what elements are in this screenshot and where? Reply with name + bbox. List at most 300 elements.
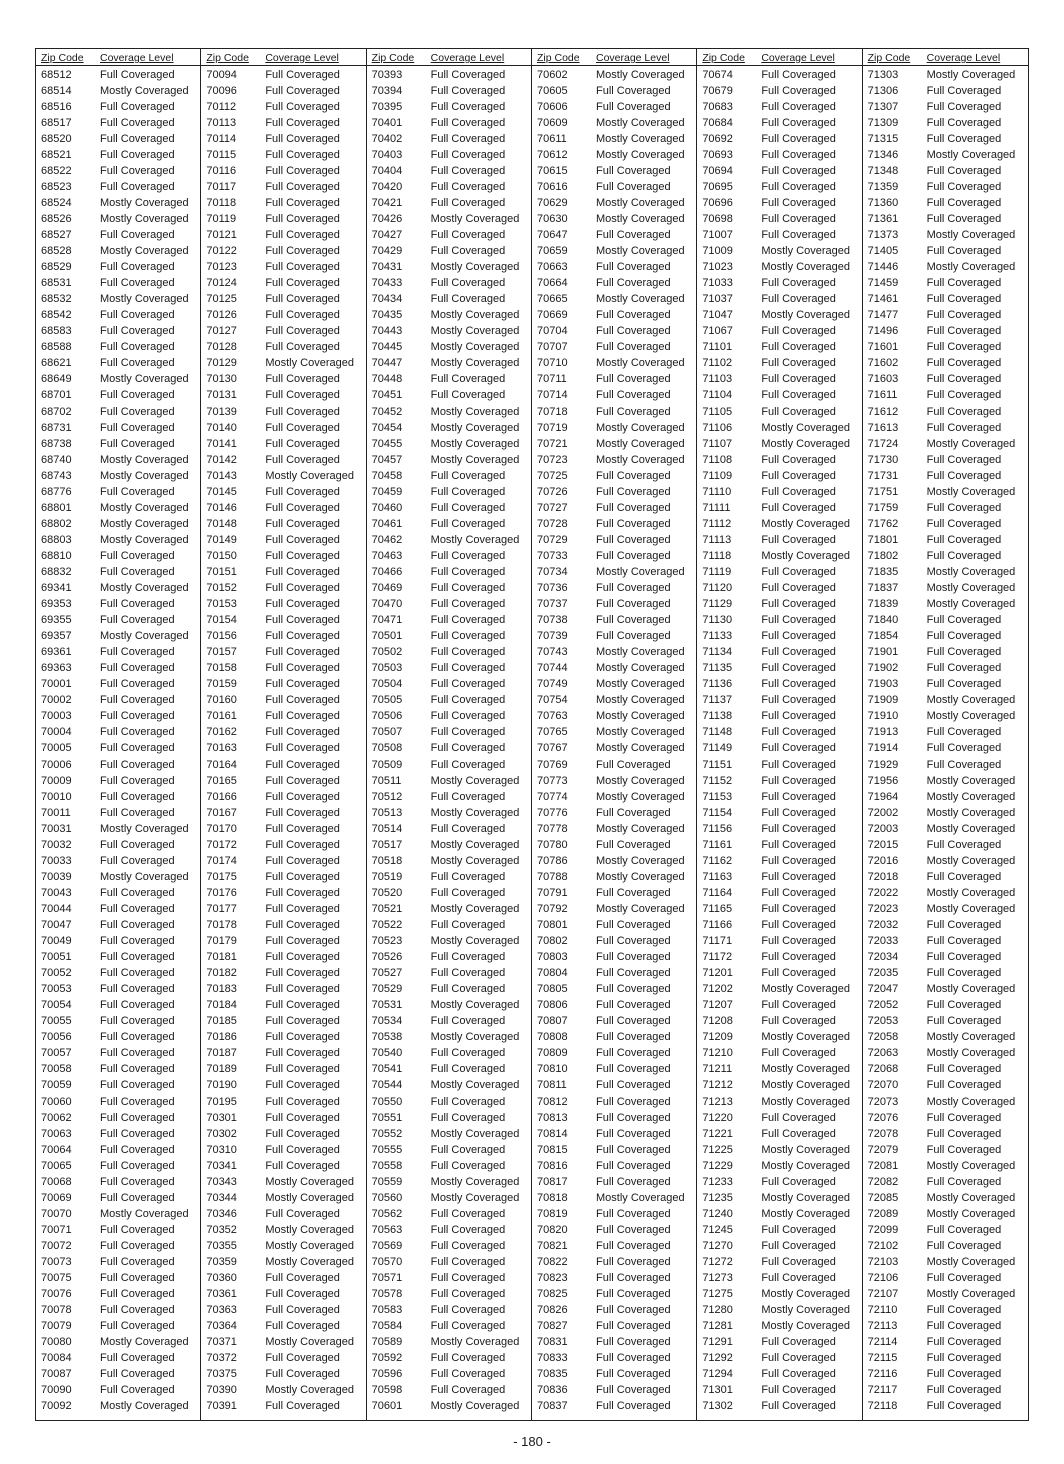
zip-code-cell: 71294 [702, 1368, 733, 1381]
table-row [697, 1367, 861, 1383]
coverage-level-cell: Full Coveraged [926, 294, 1002, 306]
table-row [36, 244, 200, 260]
table-row [863, 950, 1028, 966]
zip-code-cell: 68743 [41, 469, 72, 482]
zip-code-cell: 70538 [371, 1031, 403, 1044]
coverage-level-cell: Full Coveraged [761, 85, 836, 97]
table-row [36, 564, 200, 580]
table-row [367, 1142, 531, 1158]
zip-code-cell: 70403 [371, 148, 403, 161]
coverage-level-cell: Full Coveraged [761, 839, 836, 851]
coverage-level-cell: Full Coveraged [430, 631, 506, 643]
coverage-level-cell: Full Coveraged [430, 1096, 506, 1108]
table-row [532, 244, 696, 260]
table-row [201, 1254, 365, 1270]
zip-code-cell: 70541 [371, 1063, 403, 1076]
zip-code-cell: 71360 [867, 196, 899, 209]
zip-code-cell: 70527 [371, 967, 403, 980]
table-row [201, 276, 365, 292]
coverage-level-cell: Full Coveraged [100, 1000, 175, 1012]
zip-code-cell: 71461 [867, 293, 899, 306]
coverage-level-cell: Full Coveraged [926, 1337, 1002, 1349]
zip-code-cell: 70819 [536, 1207, 568, 1220]
zip-code-cell: 70817 [536, 1175, 568, 1188]
table-row [863, 1046, 1028, 1062]
zip-code-cell: 70544 [371, 1079, 403, 1092]
zip-code-cell: 70122 [206, 245, 237, 258]
table-row [532, 998, 696, 1014]
table-row [201, 1238, 365, 1254]
table-row [36, 163, 200, 179]
zip-code-cell: 71067 [702, 325, 733, 338]
table-row [36, 500, 200, 516]
coverage-level-cell: Full Coveraged [595, 615, 671, 627]
zip-code-cell: 70754 [536, 694, 568, 707]
zip-code-cell: 71153 [702, 790, 733, 803]
zip-code-cell: 70047 [41, 919, 72, 931]
zip-code-cell: 71202 [702, 983, 733, 996]
coverage-level-cell: Full Coveraged [595, 1128, 671, 1140]
zip-code-cell: 71302 [702, 1400, 733, 1413]
zip-code-cell: 71148 [702, 726, 733, 739]
table-row [201, 356, 365, 372]
coverage-level-cell: Full Coveraged [265, 615, 340, 627]
zip-code-cell: 70780 [536, 838, 568, 851]
coverage-level-cell: Full Coveraged [100, 262, 175, 274]
table-row [201, 99, 365, 115]
coverage-level-cell: Full Coveraged [265, 1080, 340, 1092]
zip-code-cell: 68529 [41, 261, 72, 274]
coverage-level-cell: Full Coveraged [265, 1289, 340, 1301]
zip-code-cell: 68701 [41, 389, 72, 402]
table-row [367, 629, 531, 645]
coverage-level-cell: Full Coveraged [100, 566, 175, 578]
table-row [532, 308, 696, 324]
table-row [367, 452, 531, 468]
coverage-level-cell: Full Coveraged [100, 679, 175, 691]
zip-code-cell: 71118 [702, 549, 732, 562]
zip-code-cell: 72116 [867, 1368, 898, 1381]
zip-code-cell: 71280 [702, 1304, 733, 1317]
coverage-level-cell: Mostly Coveraged [761, 1096, 850, 1108]
coverage-level-cell: Full Coveraged [926, 246, 1002, 258]
coverage-level-cell: Full Coveraged [595, 1048, 671, 1060]
table-row [367, 163, 531, 179]
zip-code-cell: 72047 [867, 983, 899, 996]
coverage-level-cell: Full Coveraged [926, 663, 1002, 675]
coverage-level-cell: Full Coveraged [430, 69, 506, 81]
coverage-level-cell: Mostly Coveraged [595, 422, 685, 434]
table-row [367, 1046, 531, 1062]
table-row [863, 227, 1028, 243]
zip-code-cell: 70181 [206, 951, 237, 964]
zip-code-cell: 70189 [206, 1063, 237, 1076]
zip-code-cell: 71913 [867, 726, 899, 739]
coverage-level-cell: Full Coveraged [761, 631, 836, 643]
zip-code-cell: 70072 [41, 1239, 72, 1252]
zip-code-cell: 70420 [371, 180, 403, 193]
table-row [697, 709, 861, 725]
zip-code-cell: 70804 [536, 967, 568, 980]
coverage-level-cell: Mostly Coveraged [430, 1176, 520, 1188]
table-row [201, 532, 365, 548]
coverage-level-cell: Full Coveraged [761, 599, 836, 611]
table-row [36, 1238, 200, 1254]
table-row [367, 179, 531, 195]
table-row [863, 179, 1028, 195]
coverage-level-cell: Full Coveraged [100, 663, 175, 675]
zip-code-cell: 70364 [206, 1320, 237, 1333]
table-row [532, 468, 696, 484]
table-row [697, 404, 861, 420]
zip-code-cell: 71346 [867, 148, 899, 161]
coverage-level-cell: Full Coveraged [926, 1176, 1002, 1188]
coverage-level-cell: Full Coveraged [100, 1321, 175, 1333]
zip-code-header: Zip Code [702, 52, 745, 64]
table-row [201, 1190, 365, 1206]
table-row [36, 324, 200, 340]
table-row [367, 292, 531, 308]
table-row [863, 789, 1028, 805]
coverage-level-cell: Full Coveraged [926, 1224, 1002, 1236]
table-row [532, 1206, 696, 1222]
zip-code-cell: 70076 [41, 1288, 72, 1301]
table-row [532, 260, 696, 276]
table-row [367, 757, 531, 773]
coverage-level-cell: Mostly Coveraged [100, 534, 189, 546]
coverage-level-cell: Full Coveraged [761, 294, 836, 306]
zip-code-cell: 71801 [867, 533, 899, 546]
table-row [697, 1319, 861, 1335]
zip-code-cell: 70504 [371, 678, 403, 691]
table-row [36, 1319, 200, 1335]
zip-code-cell: 70612 [536, 148, 568, 161]
zip-code-cell: 70182 [206, 967, 237, 980]
coverage-level-cell: Full Coveraged [100, 1016, 175, 1028]
coverage-level-cell: Full Coveraged [761, 936, 836, 948]
zip-code-cell: 70616 [536, 180, 568, 193]
coverage-level-cell: Mostly Coveraged [430, 406, 520, 418]
table-row [36, 532, 200, 548]
table-row [201, 1399, 365, 1415]
table-row [201, 131, 365, 147]
zip-code-cell: 68517 [41, 116, 72, 129]
coverage-level-cell: Mostly Coveraged [430, 903, 520, 915]
coverage-level-cell: Full Coveraged [265, 1353, 340, 1365]
zip-code-cell: 70820 [536, 1223, 568, 1236]
coverage-level-cell: Full Coveraged [100, 390, 175, 402]
table-row [697, 1062, 861, 1078]
zip-code-cell: 70002 [41, 694, 72, 707]
zip-code-cell: 70010 [41, 790, 72, 803]
coverage-level-cell: Full Coveraged [926, 181, 1002, 193]
zip-code-cell: 70774 [536, 790, 568, 803]
coverage-level-cell: Full Coveraged [265, 390, 340, 402]
zip-code-cell: 70512 [371, 790, 403, 803]
coverage-level-cell: Mostly Coveraged [761, 1208, 850, 1220]
zip-code-cell: 70555 [371, 1143, 403, 1156]
table-row [697, 1254, 861, 1270]
coverage-level-cell: Full Coveraged [430, 1048, 506, 1060]
table-row [532, 1271, 696, 1287]
coverage-level-cell: Full Coveraged [430, 246, 506, 258]
table-row [532, 1078, 696, 1094]
table-row [532, 1110, 696, 1126]
table-row [697, 67, 861, 83]
table-row [36, 372, 200, 388]
zip-code-cell: 71496 [867, 325, 899, 338]
table-row [36, 1142, 200, 1158]
table-row [367, 982, 531, 998]
zip-code-cell: 72070 [867, 1079, 899, 1092]
zip-code-cell: 72079 [867, 1143, 899, 1156]
zip-code-cell: 70172 [206, 838, 237, 851]
table-row [532, 548, 696, 564]
coverage-level-cell: Full Coveraged [430, 1016, 506, 1028]
zip-code-cell: 70071 [41, 1223, 72, 1236]
zip-code-cell: 70053 [41, 983, 72, 996]
zip-code-cell: 70744 [536, 662, 568, 675]
table-row [863, 1222, 1028, 1238]
coverage-level-cell: Mostly Coveraged [595, 294, 685, 306]
table-row [532, 934, 696, 950]
coverage-level-cell: Full Coveraged [595, 920, 671, 931]
coverage-level-cell: Mostly Coveraged [926, 711, 1016, 723]
coverage-level-cell: Full Coveraged [595, 278, 671, 290]
coverage-level-cell: Mostly Coveraged [926, 855, 1016, 867]
coverage-level-cell: Full Coveraged [430, 486, 506, 498]
table-row [697, 83, 861, 99]
zip-code-cell: 70043 [41, 886, 72, 899]
coverage-level-cell: Full Coveraged [265, 181, 340, 193]
zip-code-cell: 68810 [41, 549, 72, 562]
coverage-level-cell: Full Coveraged [100, 181, 175, 193]
zip-code-cell: 70094 [206, 68, 237, 81]
zip-code-cell: 68702 [41, 405, 72, 418]
coverage-level-cell: Full Coveraged [595, 85, 671, 97]
coverage-level-cell: Full Coveraged [595, 1160, 671, 1172]
table-row [863, 356, 1028, 372]
table-row [863, 1367, 1028, 1383]
table-row [36, 147, 200, 163]
coverage-level-cell: Full Coveraged [265, 1321, 340, 1333]
coverage-level-cell: Full Coveraged [430, 1321, 506, 1333]
table-row [367, 581, 531, 597]
coverage-level-cell: Mostly Coveraged [430, 438, 520, 450]
table-row [201, 420, 365, 436]
table-row [201, 1030, 365, 1046]
zip-code-cell: 70520 [371, 886, 403, 899]
table-row [863, 211, 1028, 227]
coverage-level-cell: Full Coveraged [595, 1032, 671, 1044]
table-row [201, 1078, 365, 1094]
coverage-level-cell: Full Coveraged [265, 502, 340, 514]
table-row [532, 709, 696, 725]
zip-code-cell: 68803 [41, 533, 72, 546]
coverage-level-cell: Mostly Coveraged [595, 438, 685, 450]
table-row [201, 292, 365, 308]
zip-code-cell: 70812 [536, 1095, 568, 1108]
coverage-level-cell: Mostly Coveraged [761, 1080, 850, 1092]
zip-code-cell: 70459 [371, 485, 403, 498]
coverage-level-cell: Mostly Coveraged [595, 855, 685, 867]
table-row [697, 1303, 861, 1319]
coverage-level-cell: Full Coveraged [595, 1369, 671, 1381]
coverage-level-cell: Full Coveraged [100, 743, 175, 755]
table-row [697, 468, 861, 484]
table-row [201, 260, 365, 276]
table-row [863, 869, 1028, 885]
zip-code-cell: 71612 [867, 405, 899, 418]
zip-code-cell: 70355 [206, 1239, 237, 1252]
zip-code-cell: 71281 [702, 1320, 733, 1333]
zip-code-cell: 70141 [206, 437, 237, 450]
coverage-level-cell: Full Coveraged [265, 711, 340, 723]
table-row [367, 821, 531, 837]
zip-code-cell: 71914 [867, 742, 899, 755]
table-row [697, 789, 861, 805]
coverage-level-cell: Mostly Coveraged [430, 422, 520, 434]
table-row [367, 1303, 531, 1319]
table-row [367, 998, 531, 1014]
coverage-level-cell: Full Coveraged [761, 1256, 836, 1268]
table-row [532, 532, 696, 548]
zip-code-cell: 71151 [702, 758, 733, 771]
coverage-level-cell: Full Coveraged [265, 229, 340, 241]
zip-code-cell: 70149 [206, 533, 237, 546]
table-row [201, 661, 365, 677]
table-row [697, 211, 861, 227]
table-row [367, 1271, 531, 1287]
coverage-level-cell: Full Coveraged [595, 486, 671, 498]
zip-code-cell: 70005 [41, 742, 72, 755]
table-row [367, 693, 531, 709]
zip-code-cell: 71837 [867, 582, 899, 595]
table-row [36, 1094, 200, 1110]
coverage-level-cell: Full Coveraged [430, 984, 506, 996]
zip-code-cell: 70060 [41, 1095, 72, 1108]
table-row [697, 388, 861, 404]
zip-code-cell: 70394 [371, 84, 403, 97]
zip-code-cell: 70179 [206, 935, 237, 948]
table-row [532, 1222, 696, 1238]
coverage-level-cell: Full Coveraged [265, 310, 340, 322]
coverage-level-cell: Full Coveraged [265, 775, 340, 787]
table-row [863, 1014, 1028, 1030]
coverage-level-cell: Full Coveraged [100, 775, 175, 787]
coverage-level-cell: Full Coveraged [430, 727, 506, 739]
coverage-level-cell: Mostly Coveraged [595, 711, 685, 723]
zip-code-cell: 70443 [371, 325, 403, 338]
table-row [36, 693, 200, 709]
zip-code-cell: 71762 [867, 517, 899, 530]
coverage-level-cell: Mostly Coveraged [595, 775, 685, 787]
table-row [367, 805, 531, 821]
table-row [201, 821, 365, 837]
coverage-level-cell: Full Coveraged [595, 1224, 671, 1236]
table-row [36, 885, 200, 901]
coverage-level-cell: Full Coveraged [430, 1240, 506, 1252]
coverage-level-cell: Full Coveraged [430, 920, 506, 931]
zip-code-cell: 70818 [536, 1191, 568, 1204]
zip-code-cell: 70695 [702, 180, 733, 193]
zip-code-cell: 70714 [536, 389, 568, 402]
coverage-level-cell: Full Coveraged [100, 101, 175, 113]
table-row [532, 1238, 696, 1254]
zip-code-cell: 70511 [371, 774, 402, 787]
table-row [201, 388, 365, 404]
coverage-level-cell: Full Coveraged [926, 647, 1002, 659]
zip-code-cell: 68532 [41, 293, 72, 306]
zip-code-cell: 72106 [867, 1272, 899, 1285]
table-row [863, 1303, 1028, 1319]
coverage-level-cell: Full Coveraged [430, 470, 506, 482]
table-row [201, 1110, 365, 1126]
zip-code-cell: 68740 [41, 453, 72, 466]
coverage-level-cell: Mostly Coveraged [926, 1096, 1016, 1108]
table-row [367, 1126, 531, 1142]
table-row [201, 1014, 365, 1030]
zip-code-cell: 72068 [867, 1063, 899, 1076]
coverage-level-cell: Full Coveraged [430, 149, 506, 161]
table-row [532, 1190, 696, 1206]
zip-code-cell: 70521 [371, 902, 403, 915]
table-row [863, 1335, 1028, 1351]
coverage-level-cell: Full Coveraged [761, 470, 836, 482]
zip-code-cell: 70788 [536, 870, 568, 883]
table-row [697, 1046, 861, 1062]
coverage-level-cell: Full Coveraged [430, 759, 506, 771]
coverage-level-cell: Full Coveraged [265, 583, 340, 595]
zip-code-cell: 70725 [536, 469, 568, 482]
table-row [201, 1142, 365, 1158]
table-row [201, 244, 365, 260]
coverage-level-cell: Full Coveraged [100, 1289, 175, 1301]
coverage-level-cell: Full Coveraged [100, 903, 175, 915]
zip-code-cell: 72023 [867, 902, 899, 915]
coverage-level-cell: Full Coveraged [926, 1240, 1002, 1252]
table-row [532, 1383, 696, 1399]
table-row [532, 1126, 696, 1142]
coverage-level-cell: Mostly Coveraged [430, 342, 520, 354]
zip-code-cell: 71210 [702, 1047, 733, 1060]
zip-code-cell: 70170 [206, 822, 237, 835]
table-row [697, 1126, 861, 1142]
table-row [367, 950, 531, 966]
zip-code-cell: 70719 [536, 421, 568, 434]
zip-code-cell: 68649 [41, 373, 72, 386]
coverage-level-cell: Full Coveraged [430, 85, 506, 97]
table-row [367, 1014, 531, 1030]
coverage-level-cell: Full Coveraged [926, 213, 1002, 225]
zip-code-cell: 68512 [41, 68, 72, 81]
zip-code-cell: 70692 [702, 132, 733, 145]
table-row [36, 452, 200, 468]
coverage-level-cell: Full Coveraged [761, 583, 836, 595]
coverage-level-cell: Full Coveraged [595, 1353, 671, 1365]
coverage-level-cell: Mostly Coveraged [761, 246, 850, 258]
table-row [367, 1351, 531, 1367]
table-row [36, 1014, 200, 1030]
table-row [863, 83, 1028, 99]
table-row [697, 1014, 861, 1030]
coverage-level-cell: Full Coveraged [595, 374, 671, 386]
zip-code-cell: 70129 [206, 357, 237, 370]
zip-code-cell: 70302 [206, 1127, 237, 1140]
table-row [697, 356, 861, 372]
coverage-level-cell: Full Coveraged [265, 759, 340, 771]
zip-code-cell: 71306 [867, 84, 899, 97]
